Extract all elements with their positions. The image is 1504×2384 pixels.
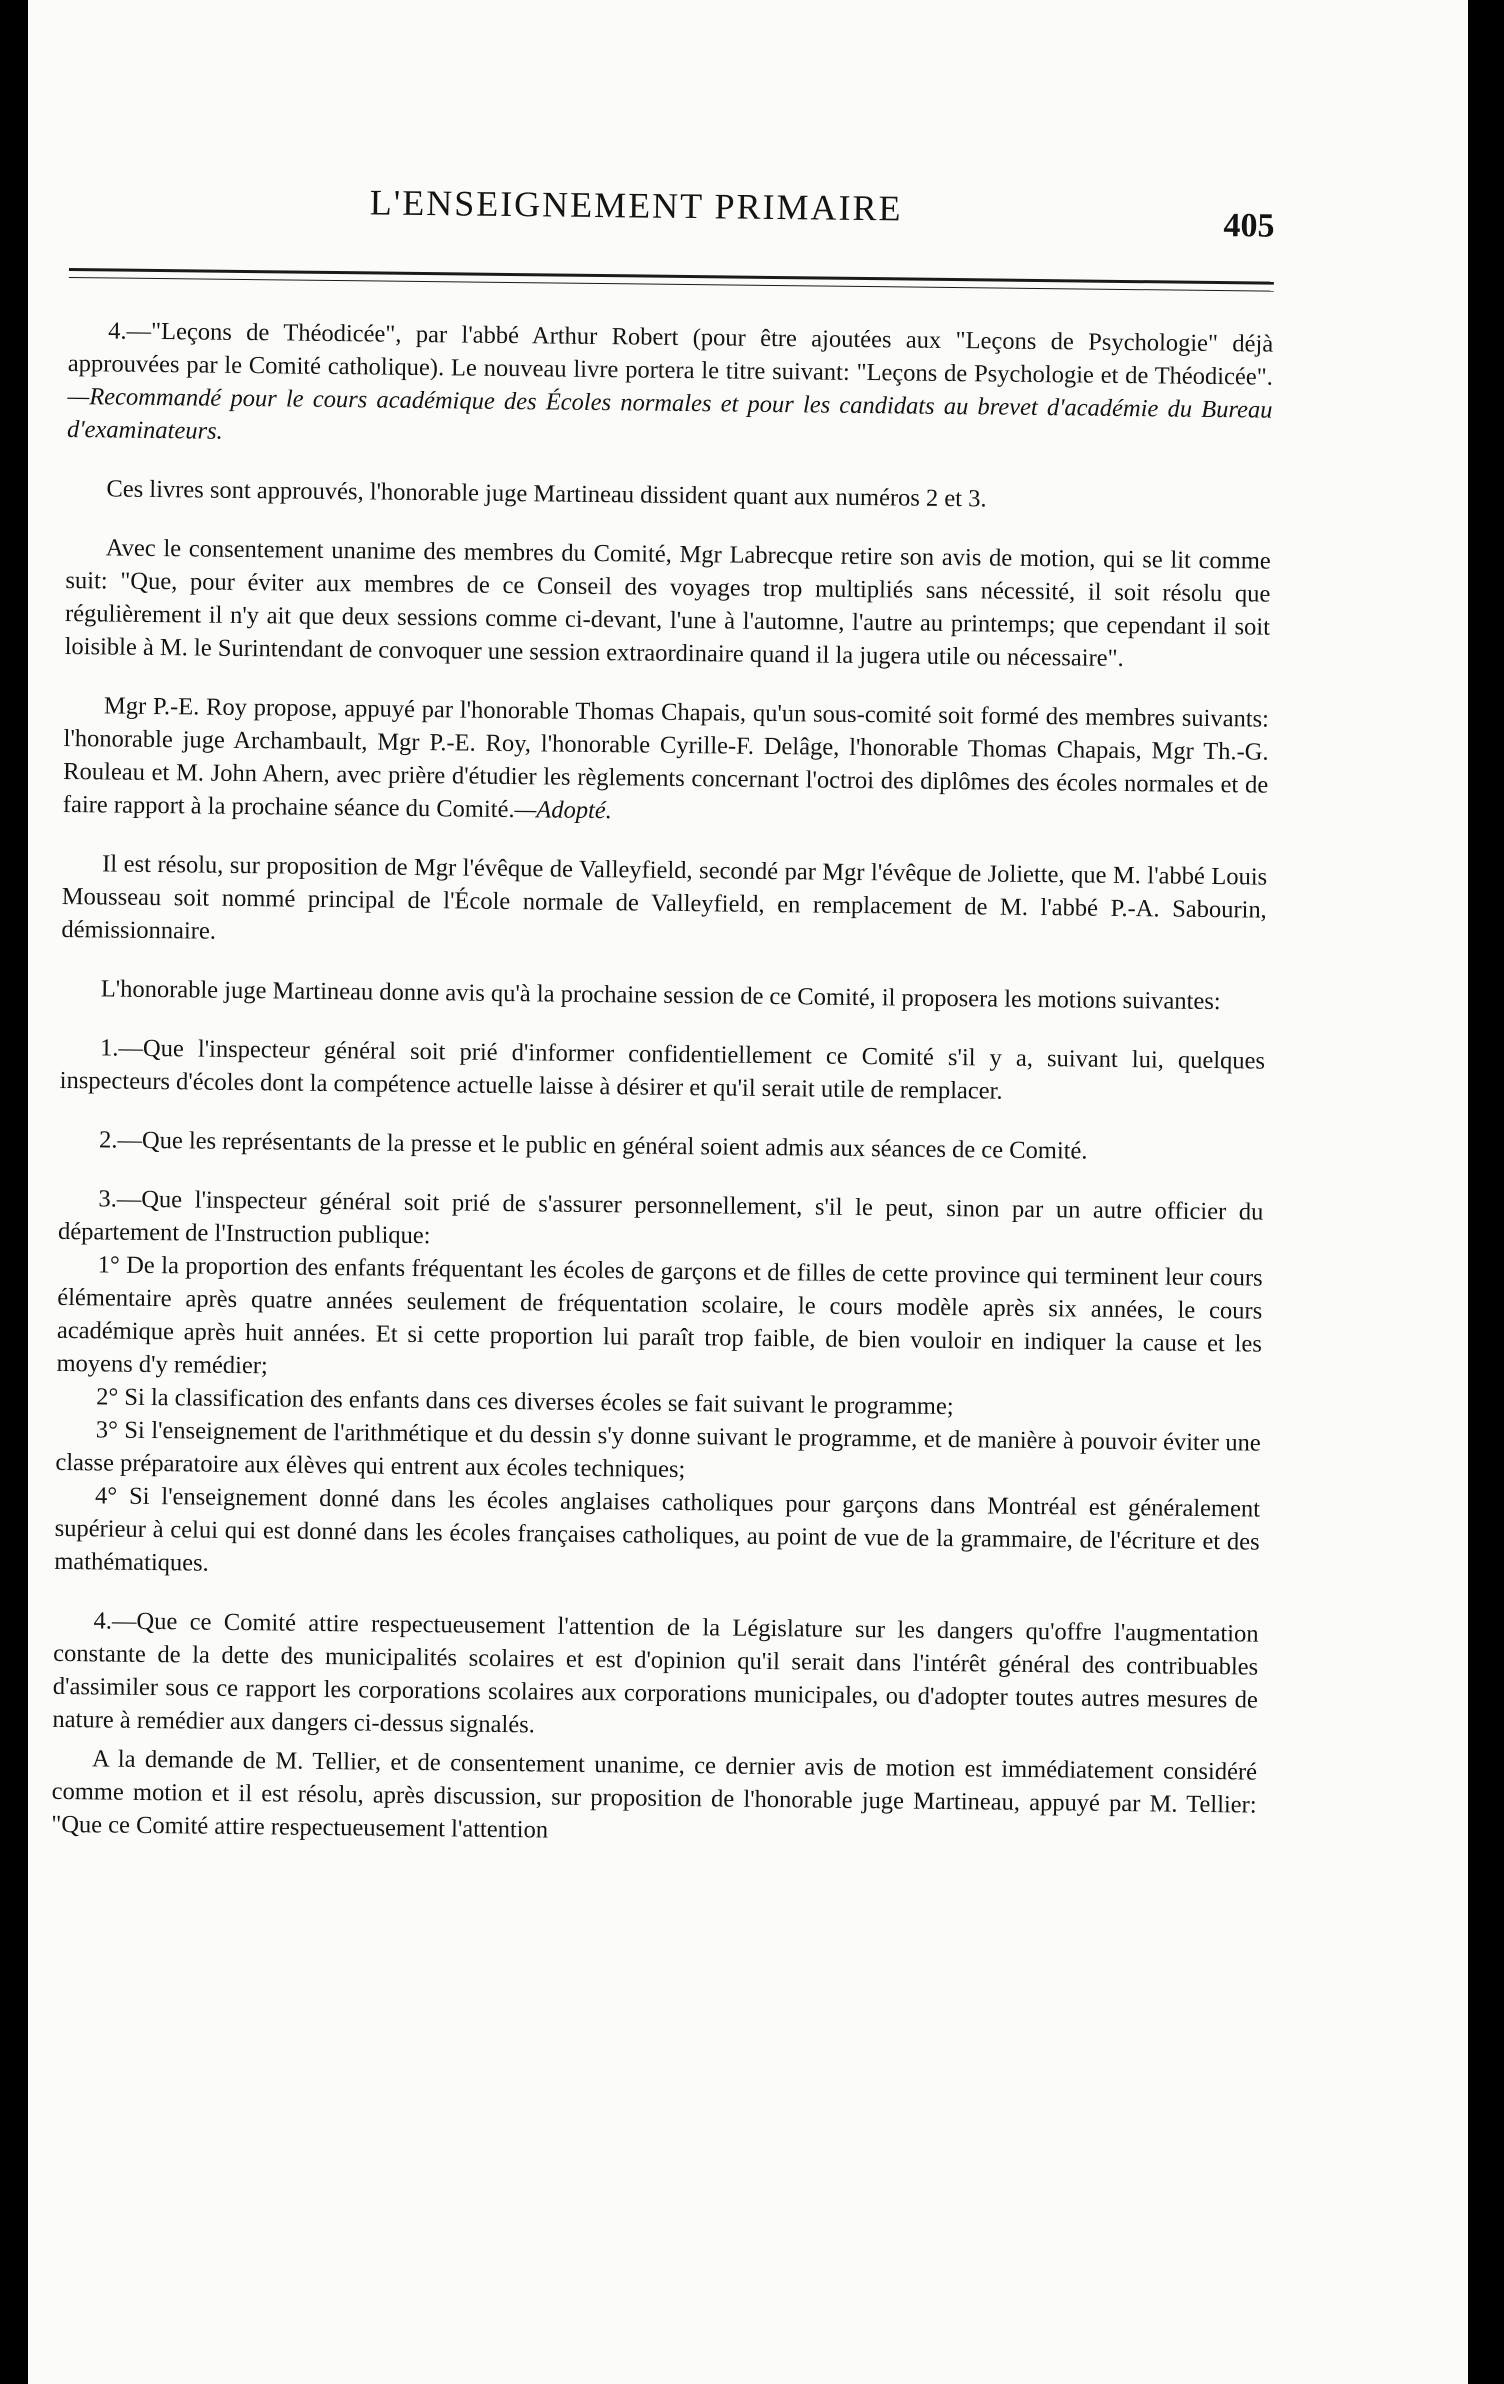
running-title: L'ENSEIGNEMENT PRIMAIRE [369,182,903,229]
paragraph-sous-comite [63,689,1269,835]
motion-1: 1.—Que l'inspecteur général soit prié d'informer confidentiellement ce Comité s'il y a, suivant lui, quelques inspecteurs d'écoles dont la compétence actuelle laisse à désirer et qu'il serait utile de remplacer. [59,1034,1266,1105]
paragraph-mousseau: Il est résolu, sur proposition de Mgr l'évêque de Valleyfield, secondé par Mgr l'évêque de Joliette, que M. l'abbé Louis Mousseau soit nommé principal de l'École normale de Valleyfield, en remplacement de M. l'abbé P.-A. Sabourin, démissionnaire. [61,850,1268,945]
page-content [51,178,1275,1881]
book-page [28,0,1468,2384]
paragraph-tellier: A la demande de M. Tellier, et de consentement unanime, ce dernier avis de motion est immédiatement considéré comme motion et il est résolu, après discussion, sur proposition de l'honorable juge Martineau, appuyé par M. Tellier: "Que ce Comité attire respectueusement l'attention [51,1745,1258,1844]
page-number: 405 [1223,207,1275,245]
motion-3-intro: 3.—Que l'inspecteur général soit prié de s'assurer personnellement, s'il le peut, sinon par un autre officier du département de l'Instruction publique: [57,1185,1264,1250]
motion-3-item: 4° Si l'enseignement donné dans les écoles anglaises catholiques pour garçons dans Montréal est généralement supérieur à celui qui est donné dans les écoles françaises catholiques, au point de vue de la grammaire, de l'écriture et des mathématiques. [54,1482,1261,1577]
paragraph-italic-note: —Recommandé pour le cours académique des Écoles normales et pour les candidats au brevet d'académie du Bureau d'examinateurs. [66,382,1273,445]
paragraph-text: Mgr P.-E. Roy propose, appuyé par l'honorable Thomas Chapais, qu'un sous-comité soit formé des membres suivants: l'honorable juge Archambault, Mgr P.-E. Roy, l'honorable Cyrille-F. Delâge, l'honorable Thomas Chapais, Mgr Th.-G. Rouleau et M. John Ahern, avec prière d'étudier les règlements concernant l'octroi des diplômes des écoles normales et de faire rapport à la prochaine séance du Comité. [62,692,1270,824]
paragraph-theodicee [67,314,1273,460]
paragraph-approval: Ces livres sont approuvés, l'honorable juge Martineau dissident quant aux numéros 2 et 3. [106,475,987,513]
body-text [51,314,1273,1855]
motion-2: 2.—Que les représentants de la presse et le public en général soient admis aux séances de ce Comité. [98,1126,1088,1165]
paragraph-labrecque-motion: Avec le consentement unanime des membres du Comité, Mgr Labrecque retire son avis de motion, qui se lit comme suit: "Que, pour éviter aux membres de ce Conseil des voyages trop multipliés sans nécessité, il soit résolu que régulièrement il n'y ait que deux sessions comme ci-devant, l'une à l'automne, l'autre au printemps; que cependant il soit loisible à M. le Surintendant de convoquer une session extraordinaire quand il la jugera utile ou nécessaire". [64,534,1271,672]
motion-4: 4.—Que ce Comité attire respectueusement l'attention de la Législature sur les dangers qu'offre l'augmentation constante de la dette des municipalités scolaires et est d'opinion qu'il serait dans l'intérêt général des contribuables d'assimiler sous ce rapport les corporations scolaires aux corporations municipales, ou d'adopter toutes autres mesures de nature à remédier aux dangers ci-dessus signalés. [52,1607,1259,1739]
motion-3 [54,1182,1263,1592]
paragraph-adopte: —Adopté. [514,796,613,825]
motion-3-item: 3° Si l'enseignement de l'arithmétique et du dessin s'y donne suivant le programme, et de manière à pouvoir éviter une classe préparatoire aux élèves qui entrent aux écoles techniques; [55,1416,1261,1484]
motion-3-item: 2° Si la classification des enfants dans ces diverses écoles se fait suivant le programme; [96,1383,954,1421]
motion-3-item: 1° De la proportion des enfants fréquentant les écoles de garçons et de filles de cette province qui terminent leur cours élémentaire après quatre années seulement de fréquentation scolaire, le cours modèle après six années, le cours académique après huit années. Et si cette proportion lui paraît trop faible, de bien vouloir en indiquer la cause et les moyens d'y remédier; [56,1251,1263,1380]
paragraph-martineau-notice: L'honorable juge Martineau donne avis qu'à la prochaine session de ce Comité, il proposera les motions suivantes: [100,975,1221,1016]
header-rule [69,268,1274,285]
paragraph-text: 4.—"Leçons de Théodicée", par l'abbé Arthur Robert (pour être ajoutées aux "Leçons de Psychologie" déjà approuvées par le Comité catholique). Le nouveau livre portera le titre suivant: "Leçons de Psychologie et de Théodicée". [67,317,1274,391]
page-header [69,178,1275,272]
motion-3-items [54,1248,1263,1592]
